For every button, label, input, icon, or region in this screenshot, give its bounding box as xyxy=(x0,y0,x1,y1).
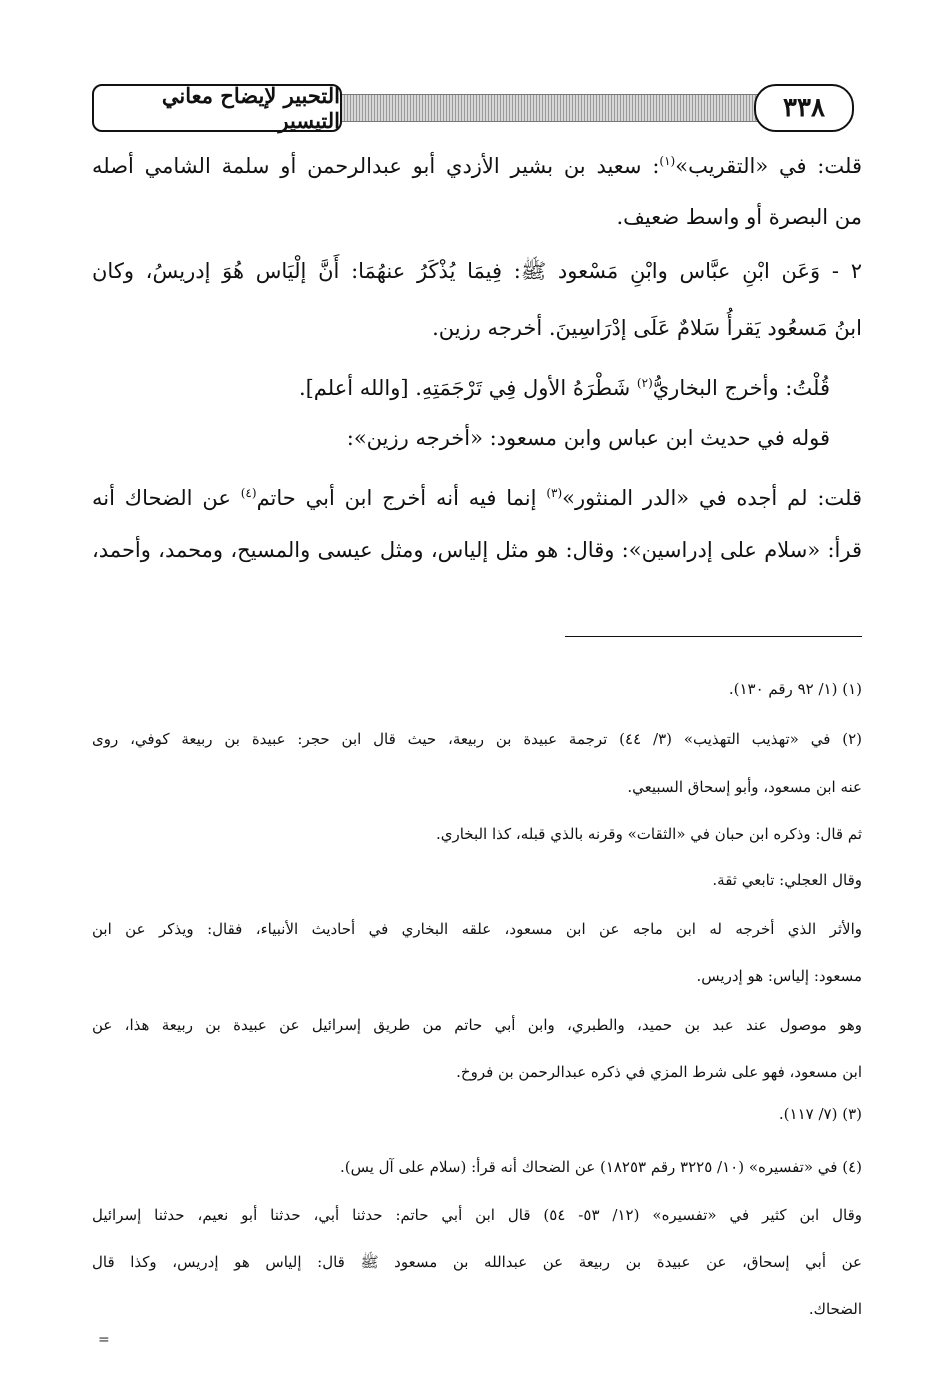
header-band xyxy=(332,94,767,122)
hadith-line: ٢ - وَعَن ابْنِ عبَّاس وابْنِ مَسْعود ﷺ: فِيمَا يُذْكَرُ عنهُمَا: أَنَّ إلْيَاس هُوَ إدريسُ، وكان xyxy=(92,259,862,283)
paragraph-line: قلت: في «التقريب»$^{(١)}$: سعيد بن بشير الأزدي أبو عبدالرحمن أو سلمة الشامي أصله xyxy=(92,154,862,178)
footnote-line: مسعود: إلياس: هو إدريس. xyxy=(696,967,862,985)
footnote-ref: (٣) xyxy=(546,486,563,500)
footnote-line: (٣) (٧/ ١١٧). xyxy=(778,1105,862,1123)
paragraph-line: قوله في حديث ابن عباس وابن مسعود: «أخرجه رزين»: xyxy=(346,426,830,450)
footnote-ref: (٤) xyxy=(240,486,257,500)
continuation-mark: = xyxy=(98,1332,110,1348)
footnote-ref: (٢) xyxy=(636,376,653,390)
footnote-divider xyxy=(565,636,862,637)
hadith-line: ابنُ مَسعُود يَقرأُ سَلامٌ عَلَى إدْرَاسِينَ. أخرجه رزين. xyxy=(432,316,862,340)
footnote-line: وقال العجلي: تابعي ثقة. xyxy=(712,871,862,889)
paragraph-line: قلت: لم أجده في «الدر المنثور»$^{(٣)}$ إنما فيه أنه أخرج ابن أبي حاتم$^{(٤)}$ عن الضحاك أنه xyxy=(92,486,863,510)
page-number: ٣٣٨ xyxy=(754,84,854,132)
book-title: التحبير لإيضاح معاني التيسير xyxy=(92,84,342,132)
footnote-line: وقال ابن كثير في «تفسيره» (١٢/ ٥٣- ٥٤) قال ابن أبي حاتم: حدثنا أبي، حدثنا أبو نعيم، حدثنا إسرائيل xyxy=(92,1206,863,1224)
paragraph-line: من البصرة أو واسط ضعيف. xyxy=(616,205,862,229)
footnote-line: الضحاك. xyxy=(808,1300,862,1318)
footnote-line: (١) (١/ ٩٢ رقم ١٣٠). xyxy=(728,680,862,698)
paragraph-line: قرأ: «سلام على إدراسين»: وقال: هو مثل إلياس، ومثل عيسى والمسيح، ومحمد، وأحمد، xyxy=(92,538,862,562)
footnote-line: ابن مسعود، فهو على شرط المزي في ذكره عبدالرحمن بن فروخ. xyxy=(456,1063,862,1081)
footnote-line: (٢) في «تهذيب التهذيب» (٣/ ٤٤) ترجمة عبيدة بن ربيعة، حيث قال ابن حجر: عبيدة بن ربيعة كوفي، روى xyxy=(92,730,862,748)
footnote-ref: (١) xyxy=(659,154,676,168)
footnote-line: والأثر الذي أخرجه له ابن ماجه عن ابن مسعود، علقه البخاري في أحاديث الأنبياء، فقال: ويذكر عن ابن xyxy=(92,920,862,938)
footnote-line: (٤) في «تفسيره» (١٠/ ٣٢٢٥ رقم ١٨٢٥٣) عن الضحاك أنه قرأ: (سلام على آل يس). xyxy=(339,1158,862,1176)
footnote-line: عنه ابن مسعود، وأبو إسحاق السبيعي. xyxy=(627,778,862,796)
footnote-line: ثم قال: وذكره ابن حبان في «الثقات» وقرنه بالذي قبله، كذا البخاري. xyxy=(435,825,862,843)
page-header xyxy=(92,82,862,134)
footnote-line: وهو موصول عند عبد بن حميد، والطبري، وابن أبي حاتم من طريق إسرائيل عن عبيدة بن ربيعة هذا، عن xyxy=(92,1016,862,1034)
paragraph-line: قُلْتُ: وأخرج البخاريُّ$^{(٢)}$ شَطْرَهُ الأول فِي تَرْجَمَتِهِ. [والله أعلم]. xyxy=(298,376,830,400)
footnote-line: عن أبي إسحاق، عن عبيدة بن ربيعة عن عبدالله بن مسعود ﷺ قال: إلياس هو إدريس، وكذا قال xyxy=(92,1253,862,1271)
